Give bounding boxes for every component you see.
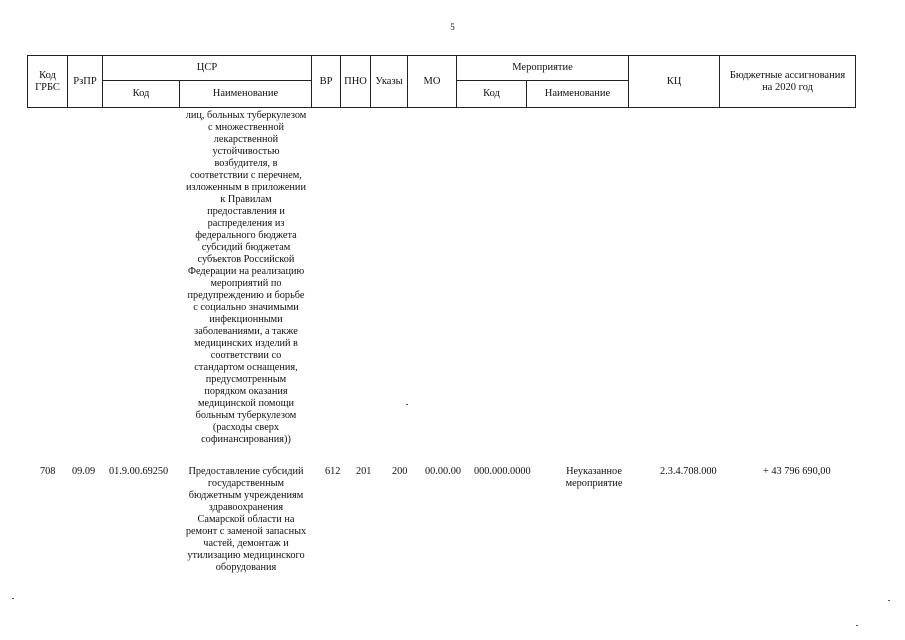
row-rzpr: 09.09 bbox=[72, 466, 96, 477]
row-mer-kod: 000.000.0000 bbox=[474, 466, 531, 477]
header-pno: ПНО bbox=[341, 56, 371, 108]
row-csr-kod: 01.9.00.69250 bbox=[109, 466, 169, 477]
header-kod-grbs: Код ГРБС bbox=[28, 56, 68, 108]
scan-speck bbox=[406, 404, 408, 405]
header-csr-kod: Код bbox=[103, 81, 180, 108]
header-kc: КЦ bbox=[629, 56, 720, 108]
row-pno: 201 bbox=[356, 466, 372, 477]
header-vr: ВР bbox=[312, 56, 341, 108]
table-header bbox=[27, 55, 856, 108]
row-kod-grbs: 708 bbox=[40, 466, 56, 477]
row-mer-name: Неуказанное мероприятие bbox=[565, 466, 623, 489]
page-number: 5 bbox=[450, 22, 455, 32]
header-mer-kod: Код bbox=[457, 81, 527, 108]
header-rzpr: РзПР bbox=[68, 56, 103, 108]
row-ukazy: 200 bbox=[392, 466, 408, 477]
header-csr: ЦСР bbox=[103, 56, 312, 81]
row-budget: + 43 796 690,00 bbox=[763, 466, 831, 477]
scan-speck bbox=[888, 600, 890, 601]
header-csr-name: Наименование bbox=[180, 81, 312, 108]
scan-speck bbox=[12, 598, 14, 599]
header-ukazy: Указы bbox=[371, 56, 408, 108]
header-mo: МО bbox=[408, 56, 457, 108]
row-kc: 2.3.4.708.000 bbox=[660, 466, 717, 477]
continuation-text: лиц, больных туберкулезом с множественной лекарственной устойчивостью возбудителя, в соответствии с перечнем, изложенным в приложении к Правилам предоставления и распределения из федерального бюджета субсидий бюджетам субъектов Российской Федерации на реализацию мероприятий по предупреждению и борьбе с социально значимыми инфекционными заболеваниями, а также медицинских изделий в соответствии со стандартом оснащения, предусмотренным порядком оказания медицинской помощи больным туберкулезом (расходы сверх софинансирования)) bbox=[185, 110, 307, 445]
header-mer-name: Наименование bbox=[527, 81, 629, 108]
row-mo: 00.00.00 bbox=[425, 466, 462, 477]
header-meropriyatie: Мероприятие bbox=[457, 56, 629, 81]
scan-speck bbox=[856, 625, 858, 626]
row-csr-name: Предоставление субсидий государственным бюджетным учреждениям здравоохранения Самарской области на ремонт с заменой запасных частей, демонтаж и утилизацию медицинского оборудования bbox=[185, 466, 307, 573]
header-budget: Бюджетные ассигнования на 2020 год bbox=[720, 56, 856, 108]
row-vr: 612 bbox=[325, 466, 341, 477]
